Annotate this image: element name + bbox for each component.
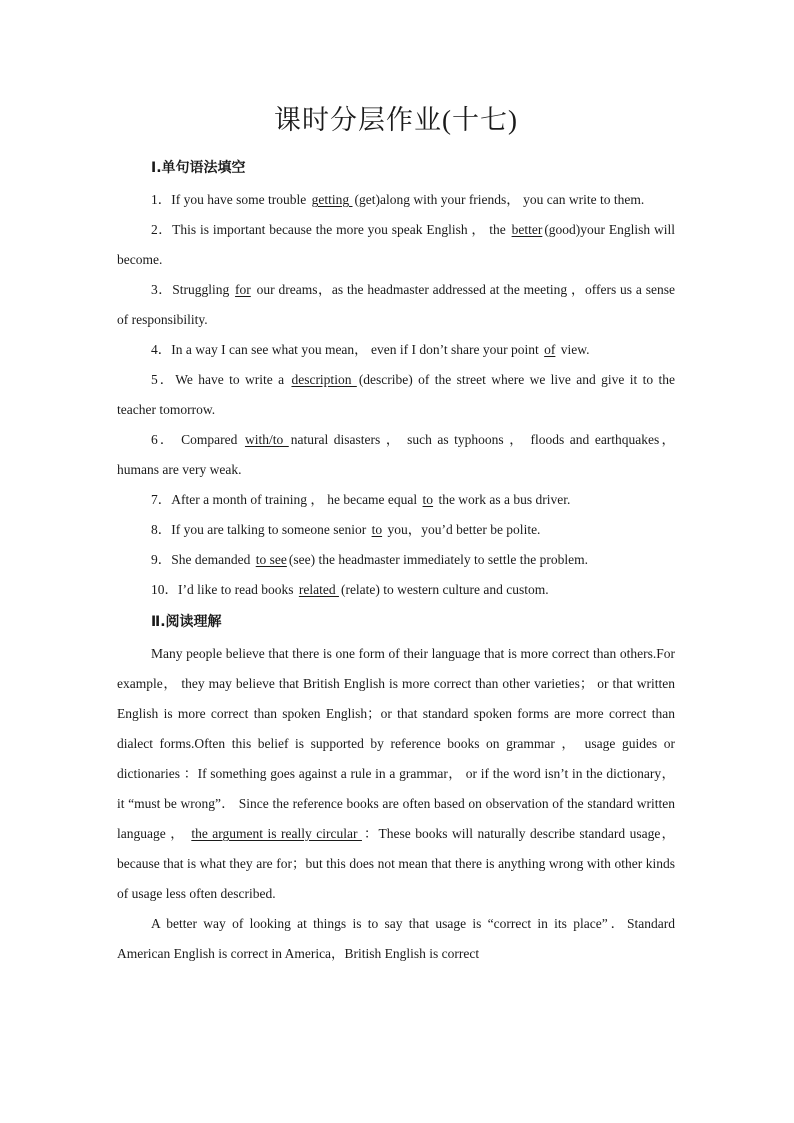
question-item [117, 575, 675, 605]
para1-text-after: ：These books will naturally describe standard usage， because that is what they are for；but this does not mean that there is anything wrong with other kinds of usage less often described. [117, 826, 675, 901]
para1-text-before: Many people believe that there is one form of their language that is more correct than others.For example， they may believe that British English is more correct than other varieties； or that written English is more correct than spoken English；or that standard spoken forms are more correct than dialect forms.Often this belief is supported by reference books on grammar ， usage guides or dictionaries ：If something goes against a rule in a grammar， or if the word isn’t in the dictionary， it “must be wrong”． Since the reference books are often based on observation of the standard written language ， [117, 646, 675, 841]
question-text-before: 2．This is important because the more you speak English ， the [151, 222, 510, 237]
reading-paragraph-2: A better way of looking at things is to say that usage is “correct in its place”．Standard American English is correct in America，British English is correct [117, 916, 675, 961]
question-item [117, 185, 675, 215]
question-item [117, 215, 675, 275]
question-text-after: (describe) of the street where we live and give it to the teacher tomorrow. [117, 372, 675, 417]
question-text-after: natural disasters ， such as typhoons ， floods and earthquakes，humans are very weak. [117, 432, 675, 477]
question-item [117, 365, 675, 425]
question-list [117, 185, 675, 605]
answer-blank: to see [255, 552, 287, 567]
question-text-before: 1．If you have some trouble [151, 192, 310, 207]
answer-blank: description [291, 372, 357, 387]
answer-blank: better [511, 222, 543, 237]
question-text-after: (good)your English will become. [117, 222, 675, 267]
question-text-after: (get)along with your friends， you can write to them. [354, 192, 645, 207]
question-text-before: 6． Compared [151, 432, 243, 447]
answer-blank: for [235, 282, 251, 297]
question-item [117, 275, 675, 335]
question-text-after: view. [557, 342, 590, 357]
question-text-after: (see) the headmaster immediately to settle the problem. [288, 552, 589, 567]
question-item [117, 515, 675, 545]
question-item [117, 485, 675, 515]
answer-blank: of [544, 342, 556, 357]
para1-underlined-phrase: the argument is really circular [191, 826, 362, 841]
section-heading-reading: Ⅱ.阅读理解 [151, 614, 222, 630]
question-text-after: our dreams，as the headmaster addressed at the meeting ，offers us a sense of responsibility. [117, 282, 675, 327]
question-text-before: 10．I’d like to read books [151, 582, 297, 597]
question-text-before: 5．We have to write a [151, 372, 290, 387]
question-text-after: (relate) to western culture and custom. [340, 582, 549, 597]
question-text-before: 3．Struggling [151, 282, 234, 297]
question-text-before: 7．After a month of training ， he became equal [151, 492, 421, 507]
question-text-before: 4．In a way I can see what you mean， even if I don’t share your point [151, 342, 543, 357]
answer-blank: getting [311, 192, 353, 207]
answer-blank: with/to [244, 432, 289, 447]
question-item [117, 335, 675, 365]
section-heading-grammar: Ⅰ.单句语法填空 [151, 160, 246, 176]
worksheet-page [117, 98, 675, 969]
section-grammar-fill [117, 157, 675, 605]
question-item [117, 545, 675, 575]
question-item [117, 425, 675, 485]
question-text-before: 9．She demanded [151, 552, 254, 567]
page-title: 课时分层作业(十七) [274, 105, 518, 135]
answer-blank: related [298, 582, 339, 597]
reading-paragraph-1 [117, 639, 675, 909]
question-text-after: the work as a bus driver. [435, 492, 571, 507]
answer-blank: to [422, 492, 434, 507]
answer-blank: to [371, 522, 383, 537]
section-reading [117, 611, 675, 969]
question-text-after: you，you’d better be polite. [384, 522, 541, 537]
question-text-before: 8．If you are talking to someone senior [151, 522, 370, 537]
